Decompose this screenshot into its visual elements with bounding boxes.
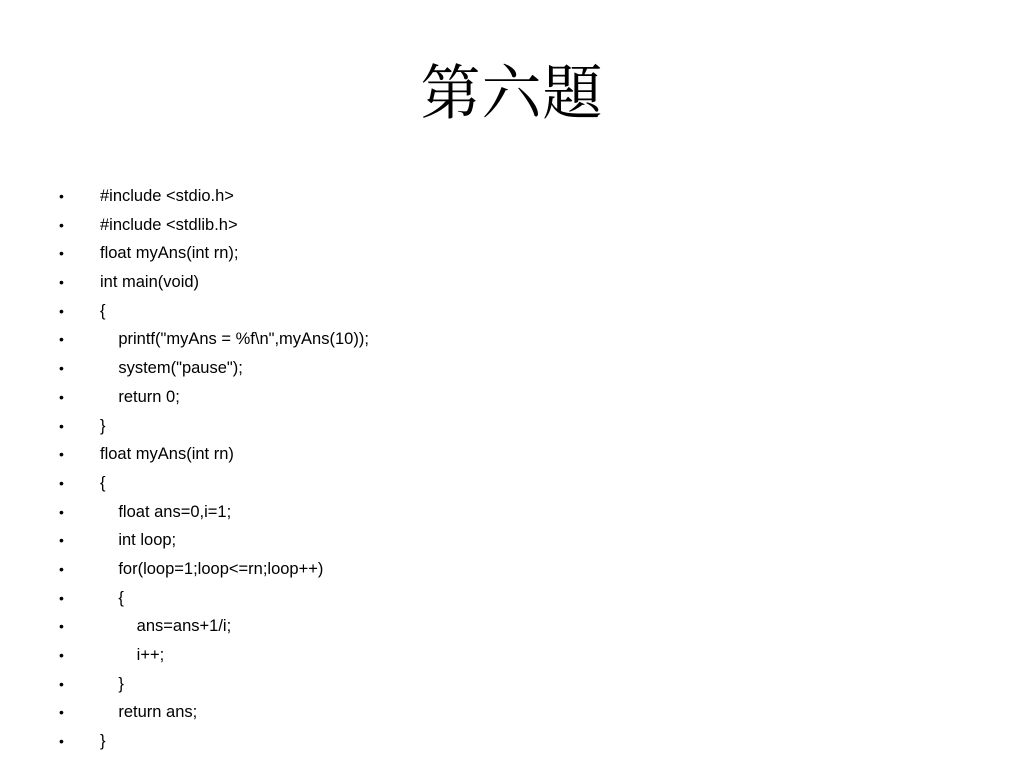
- code-line-text: system("pause");: [100, 359, 243, 378]
- bullet-icon: •: [59, 733, 64, 750]
- code-line-text: }: [100, 674, 124, 693]
- code-line-text: {: [100, 473, 106, 492]
- code-line-text: float myAns(int rn);: [100, 244, 239, 263]
- code-line-text: for(loop=1;loop<=rn;loop++): [100, 559, 324, 578]
- code-line-text: int loop;: [100, 531, 177, 550]
- code-line-text: printf("myAns = %f\n",myAns(10));: [100, 330, 369, 349]
- code-line-text: i++;: [100, 646, 165, 664]
- bullet-icon: •: [59, 474, 64, 491]
- bullet-icon: •: [59, 532, 64, 549]
- bullet-icon: •: [59, 675, 64, 692]
- bullet-icon: •: [59, 647, 64, 663]
- bullet-icon: •: [59, 589, 64, 606]
- bullet-icon: •: [59, 503, 64, 520]
- code-line-text: #include <stdio.h>: [100, 187, 234, 205]
- code-line-text: float ans=0,i=1;: [100, 502, 232, 521]
- bullet-icon: •: [59, 331, 64, 348]
- code-line-text: }: [100, 732, 106, 751]
- code-line-text: ans=ans+1/i;: [100, 617, 232, 636]
- bullet-icon: •: [59, 618, 64, 635]
- code-line-text: int main(void): [100, 273, 200, 292]
- code-line-text: {: [100, 588, 124, 607]
- bullet-icon: •: [59, 388, 64, 405]
- slide-title: 第六題: [420, 59, 604, 129]
- bullet-icon: •: [59, 302, 64, 319]
- code-line-text: return ans;: [100, 703, 198, 722]
- bullet-icon: •: [59, 560, 64, 577]
- bullet-icon: •: [59, 704, 64, 721]
- bullet-icon: •: [59, 188, 64, 204]
- code-line-text: return 0;: [100, 387, 180, 406]
- code-line-text: #include <stdlib.h>: [100, 215, 238, 234]
- bullet-icon: •: [59, 446, 64, 463]
- code-line-text: float myAns(int rn): [100, 445, 234, 464]
- bullet-icon: •: [59, 216, 64, 233]
- code-line-text: }: [100, 416, 106, 435]
- bullet-icon: •: [59, 245, 64, 262]
- bullet-icon: •: [59, 274, 64, 291]
- bullet-icon: •: [59, 360, 64, 377]
- bullet-icon: •: [59, 417, 64, 434]
- code-line-text: {: [100, 301, 106, 320]
